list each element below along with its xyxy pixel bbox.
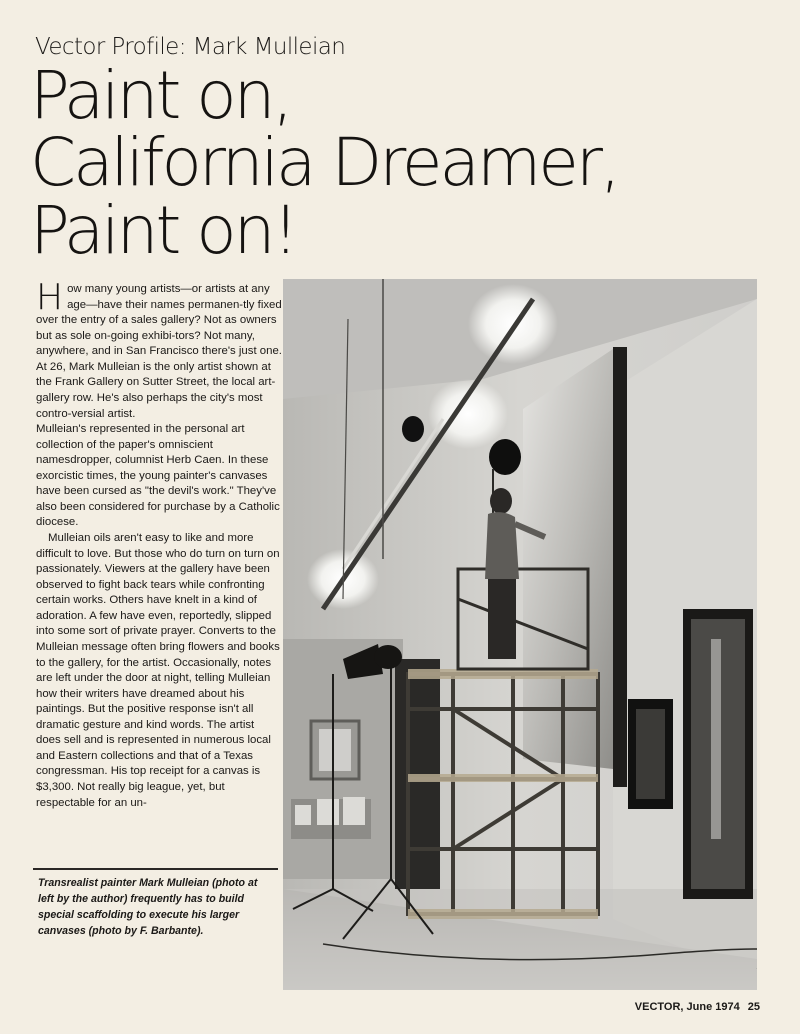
headline xyxy=(30,57,770,269)
section-kicker: Vector Profile: Mark Mulleian xyxy=(35,34,346,60)
caption-rule xyxy=(33,868,278,870)
headline-line-3: Paint on! xyxy=(30,191,296,269)
paragraph-2: Mulleian's represented in the personal art collection of the paper's omniscient namesdropper, columnist Herb Caen. In these exorcistic times, the young painter's canvases have been cursed as "the devil's work." They've also been considered for purchase by a Catholic diocese. xyxy=(36,423,280,529)
paragraph-3: Mulleian oils aren't easy to like and more difficult to love. But those who do turn on turn on passionately. Viewers at the gallery have been observed to fight back tears while confronting certain works. Others have knelt in a kind of adoration. A few have even, reportedly, slipped into some sort of private prayer. Converts to the Mulleian message often bring flowers and books to the gallery, for the artist. Occasionally, notes are left under the door at night, telling Mulleian how their writers have dreamed about his paintings. But the positive response isn't all dramatic gesture and kind words. The artist does sell and is represented in numerous local and Eastern collections and that of a Texas congressman. His top receipt for a canvas is $3,300. Not really big league, yet, but respectable for an un- xyxy=(36,532,280,809)
headline-line-1: Paint on, xyxy=(30,57,291,134)
page-number: 25 xyxy=(747,1001,760,1013)
headline-line-2: California Dreamer, xyxy=(30,124,618,202)
paragraph-1 xyxy=(36,277,282,422)
gallery-photo-image xyxy=(283,279,757,990)
page-footer xyxy=(635,1001,760,1013)
paragraph-1-text: ow many young artists—or artists at any age—have their names permanen-tly fixed over the entry of a sales gallery? Not as owners but as sole on-going exhibi-tors? Not many, anywhere, and in San Francisco there's just one. At 26, Mark Mulleian is the only artist shown at the Frank Gallery on Sutter Street, the local art-gallery row. He's also perhaps the city's most contro-versial artist. xyxy=(36,283,282,420)
publication-info: VECTOR, June 1974 xyxy=(634,1001,740,1013)
drop-cap: H xyxy=(36,277,64,318)
photo-caption: Transrealist painter Mark Mulleian (photo at left by the author) frequently has to build special scaffolding to execute his larger canvases (photo by F. Barbante). xyxy=(38,877,258,937)
article-body xyxy=(36,277,282,811)
gallery-photo xyxy=(283,279,757,990)
